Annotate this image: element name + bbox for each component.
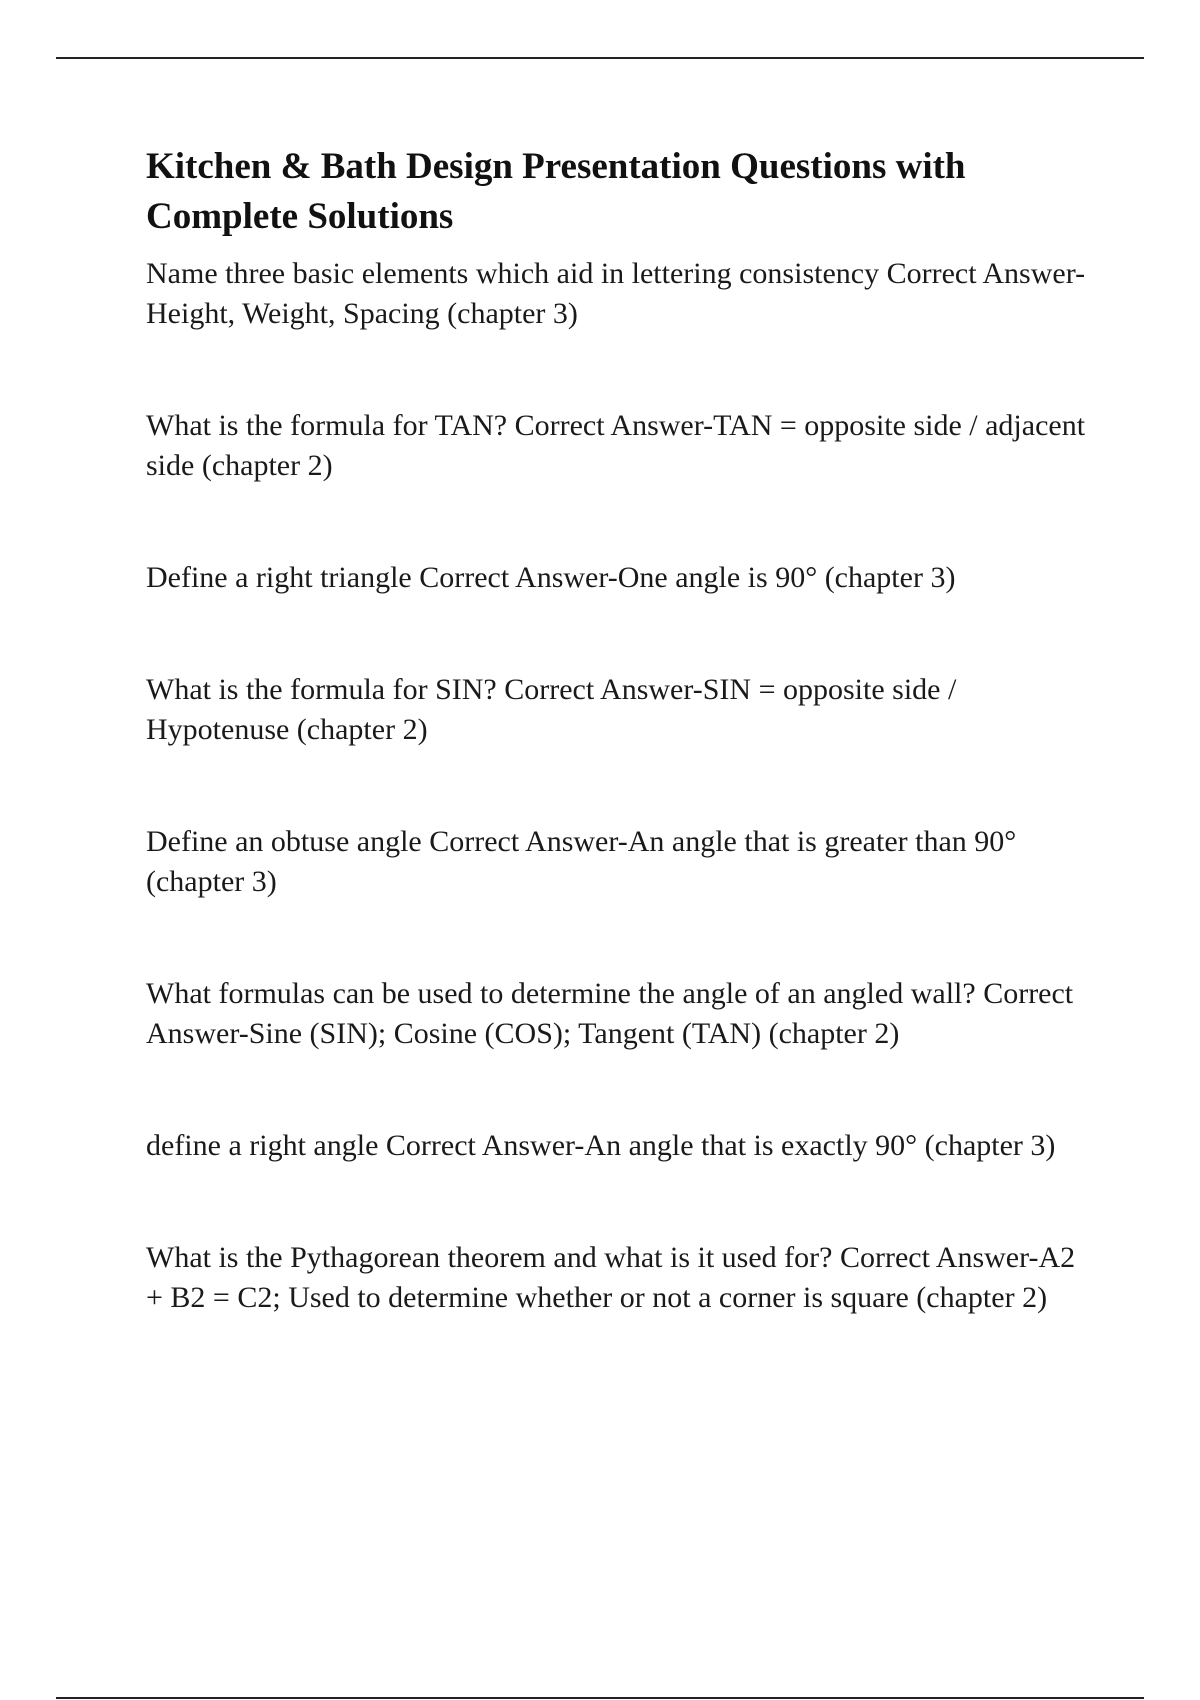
question-text: What formulas can be used to determine the angle of an angled wall? (146, 977, 976, 1010)
qa-item (146, 1126, 1096, 1166)
qa-item (146, 822, 1096, 902)
question-text: Define an obtuse angle (146, 825, 422, 858)
question-text: Name three basic elements which aid in lettering consistency (146, 257, 880, 290)
qa-item (146, 558, 1096, 598)
answer-text: Correct Answer-One angle is 90° (chapter 3) (419, 561, 956, 594)
answer-text: Correct Answer-Height, Weight, Spacing (chapter 3) (146, 257, 1086, 330)
qa-item (146, 670, 1096, 750)
question-text: What is the formula for SIN? (146, 673, 497, 706)
answer-text: Correct Answer-A2 + B2 = C2; Used to determine whether or not a corner is square (chapter 2) (146, 1241, 1076, 1314)
answer-text: Correct Answer-An angle that is greater than 90° (chapter 3) (146, 825, 1017, 898)
answer-text: Correct Answer-Sine (SIN); Cosine (COS); Tangent (TAN) (chapter 2) (146, 977, 1074, 1050)
header-rule (56, 57, 1144, 59)
document-body (146, 142, 1096, 1390)
question-text: What is the formula for TAN? (146, 409, 508, 442)
answer-text: Correct Answer-SIN = opposite side / Hypotenuse (chapter 2) (146, 673, 957, 746)
answer-text: Correct Answer-An angle that is exactly 90° (chapter 3) (385, 1129, 1056, 1162)
qa-item (146, 406, 1096, 486)
question-text: Define a right triangle (146, 561, 412, 594)
qa-list (146, 254, 1096, 1318)
qa-item (146, 254, 1096, 334)
question-text: What is the Pythagorean theorem and what is it used for? (146, 1241, 833, 1274)
qa-item (146, 1238, 1096, 1318)
answer-text: Correct Answer-TAN = opposite side / adjacent side (chapter 2) (146, 409, 1086, 482)
document-title: Kitchen & Bath Design Presentation Questions with Complete Solutions (146, 146, 966, 237)
qa-item (146, 974, 1096, 1054)
footer-rule (56, 1697, 1144, 1699)
question-text: define a right angle (146, 1129, 379, 1162)
